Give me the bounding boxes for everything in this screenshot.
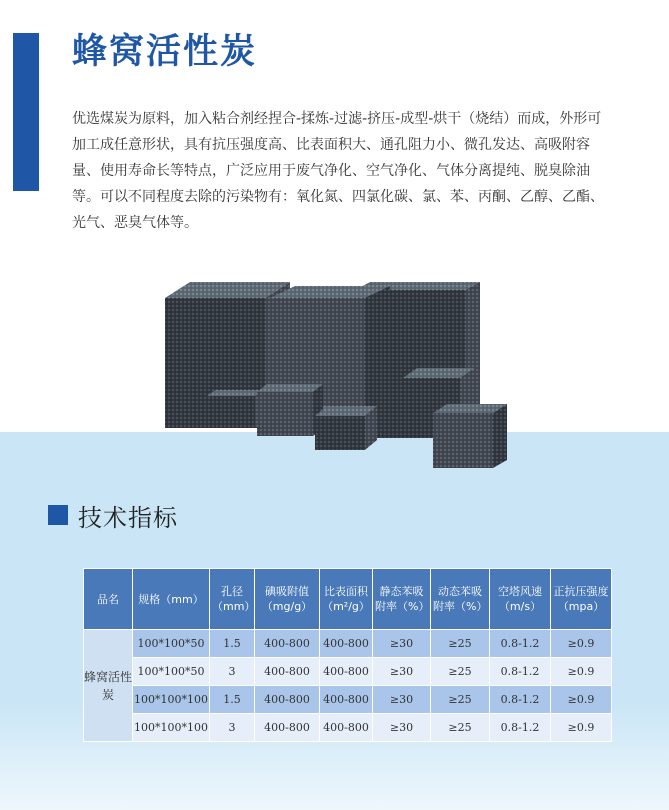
accent-bar xyxy=(13,33,39,191)
table-cell: 1.5 xyxy=(210,686,255,714)
table-cell: 0.8-1.2 xyxy=(490,630,551,658)
table-cell: 0.8-1.2 xyxy=(490,658,551,686)
table-cell: 3 xyxy=(210,658,255,686)
table-cell: 400-800 xyxy=(255,686,320,714)
table-cell: 400-800 xyxy=(255,658,320,686)
table-cell: ≥30 xyxy=(373,686,431,714)
spec-table xyxy=(83,568,612,742)
table-cell: 0.8-1.2 xyxy=(490,686,551,714)
section-bullet-square xyxy=(48,505,68,525)
honeycomb-carbon-blocks-image xyxy=(155,268,515,468)
header-pore-size: 孔径（mm） xyxy=(210,569,255,630)
section-heading xyxy=(48,500,178,530)
table-row xyxy=(84,714,612,742)
table-cell: ≥30 xyxy=(373,630,431,658)
table-cell: 400-800 xyxy=(255,630,320,658)
table-cell: 400-800 xyxy=(320,630,373,658)
table-cell: ≥30 xyxy=(373,658,431,686)
header-air-velocity: 空塔风速（m/s） xyxy=(490,569,551,630)
table-cell: ≥0.9 xyxy=(551,686,612,714)
table-row xyxy=(84,686,612,714)
header-surface-area: 比表面积（m²/g） xyxy=(320,569,373,630)
header-spec: 规格（mm） xyxy=(133,569,210,630)
table-cell: ≥0.9 xyxy=(551,658,612,686)
table-cell: ≥25 xyxy=(431,630,490,658)
table-cell: ≥25 xyxy=(431,714,490,742)
table-cell: ≥30 xyxy=(373,714,431,742)
header-compressive-strength: 正抗压强度（mpa） xyxy=(551,569,612,630)
table-cell: ≥25 xyxy=(431,686,490,714)
table-cell: 0.8-1.2 xyxy=(490,714,551,742)
table-cell: 1.5 xyxy=(210,630,255,658)
table-cell: 400-800 xyxy=(255,714,320,742)
table-cell: 400-800 xyxy=(320,686,373,714)
table-cell: 100*100*100 xyxy=(133,714,210,742)
table-cell: 100*100*50 xyxy=(133,630,210,658)
table-row xyxy=(84,658,612,686)
table-cell: 100*100*100 xyxy=(133,686,210,714)
table-cell: 3 xyxy=(210,714,255,742)
table-cell: 400-800 xyxy=(320,658,373,686)
page-title: 蜂窝活性炭 xyxy=(72,32,258,72)
table-row xyxy=(84,630,612,658)
section-title: 技术指标 xyxy=(78,503,178,532)
table-cell: ≥25 xyxy=(431,658,490,686)
table-cell: 100*100*50 xyxy=(133,658,210,686)
intro-paragraph: 优选煤炭为原料，加入粘合剂经捏合-揉炼-过滤-挤压-成型-烘干（烧结）而成，外形可加工成任意形状，具有抗压强度高、比表面积大、通孔阻力小、微孔发达、高吸附容量、使用寿命长等特点，广泛应用于废气净化、空气净化、气体分离提纯、脱臭除油等。可以不同程度去除的污染物有：氧化氮、四氯化碳、氯、苯、丙酮、乙醇、乙酯、光气、恶臭气体等。 xyxy=(72,111,604,231)
table-header-row xyxy=(84,569,612,630)
table-cell: ≥0.9 xyxy=(551,714,612,742)
header-static-benzene: 静态苯吸附率（%） xyxy=(373,569,431,630)
header-product-name: 品名 xyxy=(84,569,133,630)
header-iodine-value: 碘吸附值（mg/g） xyxy=(255,569,320,630)
header-dynamic-benzene: 动态苯吸附率（%） xyxy=(431,569,490,630)
product-name-cell: 蜂窝活性炭 xyxy=(84,630,133,742)
table-cell: ≥0.9 xyxy=(551,630,612,658)
table-cell: 400-800 xyxy=(320,714,373,742)
